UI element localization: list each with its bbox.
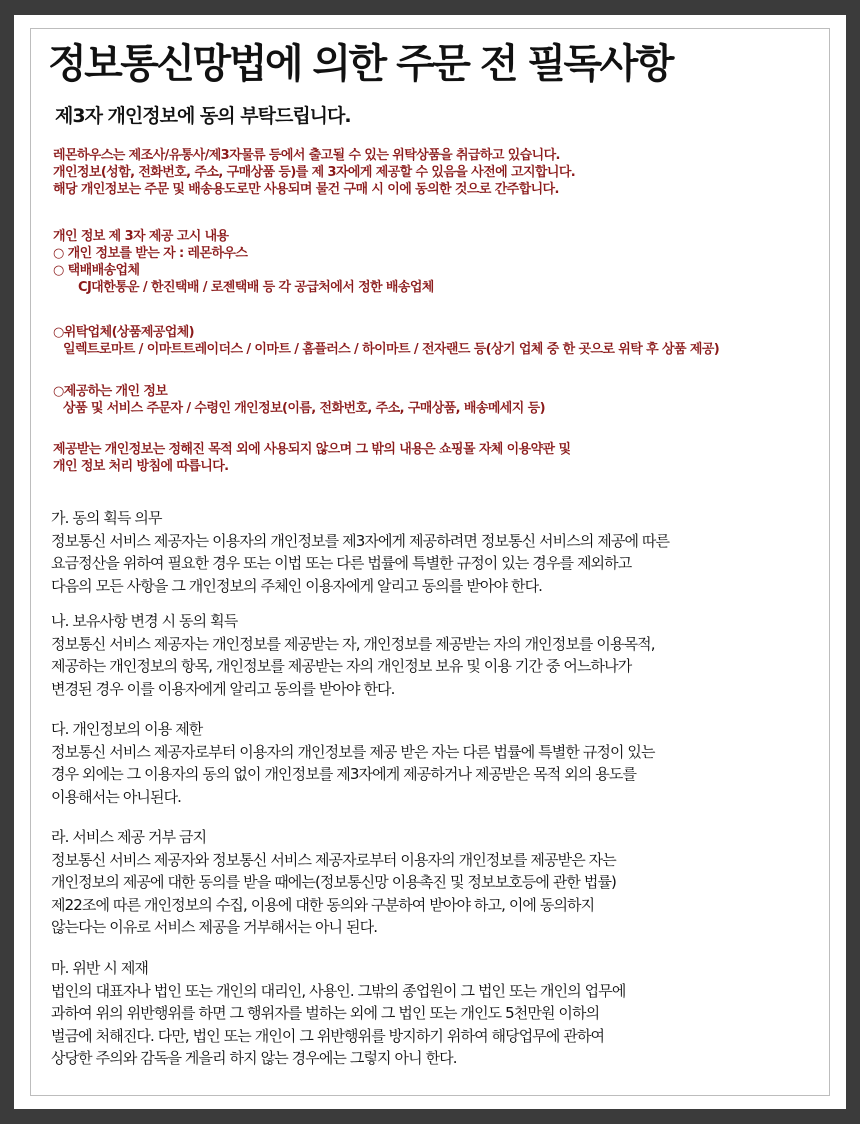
- notice-courier-detail: CJ대한통운 / 한진택배 / 로젠택배 등 각 공급처에서 정한 배송업체: [78, 280, 434, 295]
- section-line: 정보통신 서비스 제공자와 정보통신 서비스 제공자로부터 이용자의 개인정보를 제공받은 자는: [51, 850, 616, 869]
- section-usage-limit: [51, 718, 655, 808]
- section-line: 정보통신 서비스 제공자로부터 이용자의 개인정보를 제공 받은 자는 다른 법률에 특별한 규정이 있는: [51, 742, 655, 761]
- intro-line: 개인정보(성함, 전화번호, 주소, 구매상품 등)를 제 3자에게 제공할 수 있음을 사전에 고지합니다.: [53, 165, 576, 180]
- section-heading: 마. 위반 시 제재: [51, 959, 149, 977]
- intro-line: 해당 개인정보는 주문 및 배송용도로만 사용되며 물건 구매 시 이에 동의한 것으로 간주합니다.: [53, 182, 559, 197]
- provided-info-notice: [53, 383, 545, 417]
- section-refusal-ban: [51, 826, 616, 939]
- notice-heading: 개인 정보 제 3자 제공 고시 내용: [53, 229, 229, 244]
- section-line: 상당한 주의와 감독을 게을리 하지 않는 경우에는 그렇지 아니 한다.: [51, 1049, 457, 1068]
- section-line: 이용해서는 아니된다.: [51, 787, 182, 806]
- section-change-consent: [51, 610, 655, 700]
- section-line: 제공하는 개인정보의 항목, 개인정보를 제공받는 자의 개인정보 보유 및 이용 기간 중 어느하나가: [51, 657, 632, 676]
- section-consent-obligation: [51, 507, 669, 597]
- section-line: 벌금에 처해진다. 다만, 법인 또는 개인이 그 위반행위를 방지하기 위하여 해당업무에 관하여: [51, 1026, 605, 1045]
- section-line: 경우 외에는 그 이용자의 동의 없이 개인정보를 제3자에게 제공하거나 제공받은 목적 외의 용도를: [51, 765, 637, 784]
- section-line: 않는다는 이유로 서비스 제공을 거부해서는 아니 된다.: [51, 918, 378, 937]
- third-party-notice: [53, 228, 434, 296]
- section-line: 다음의 모든 사항을 그 개인정보의 주체인 이용자에게 알리고 동의를 받아야 한다.: [51, 576, 543, 595]
- closing-line: 제공받는 개인정보는 정해진 목적 외에 사용되지 않으며 그 밖의 내용은 쇼핑몰 자체 이용약관 및: [53, 442, 571, 457]
- section-line: 과하여 위의 위반행위를 하면 그 행위자를 벌하는 외에 그 법인 또는 개인도 5천만원 이하의: [51, 1004, 600, 1023]
- section-line: 정보통신 서비스 제공자는 개인정보를 제공받는 자, 개인정보를 제공받는 자의 개인정보를 이용목적,: [51, 634, 655, 653]
- section-line: 요금정산을 위하여 필요한 경우 또는 이법 또는 다른 법률에 특별한 규정이 있는 경우를 제외하고: [51, 554, 632, 573]
- section-penalty: [51, 957, 625, 1070]
- provided-info-detail: 상품 및 서비스 주문자 / 수령인 개인정보(이름, 전화번호, 주소, 구매상품, 배송메세지 등): [63, 401, 545, 416]
- intro-notice: [53, 147, 575, 198]
- page-title: 정보통신망법에 의한 주문 전 필독사항: [48, 41, 672, 87]
- section-heading: 나. 보유사항 변경 시 동의 획득: [51, 612, 238, 630]
- section-heading: 가. 동의 획득 의무: [51, 509, 162, 527]
- provided-info-heading: ○제공하는 개인 정보: [53, 384, 168, 399]
- page-subtitle: 제3자 개인정보에 동의 부탁드립니다.: [55, 105, 351, 127]
- section-line: 개인정보의 제공에 대한 동의를 받을 때에는(정보통신망 이용촉진 및 정보보호등에 관한 법률): [51, 873, 617, 892]
- section-line: 법인의 대표자나 법인 또는 개인의 대리인, 사용인. 그밖의 종업원이 그 법인 또는 개인의 업무에: [51, 981, 626, 1000]
- intro-line: 레몬하우스는 제조사/유통사/제3자물류 등에서 출고될 수 있는 위탁상품을 취급하고 있습니다.: [53, 148, 560, 163]
- section-line: 정보통신 서비스 제공자는 이용자의 개인정보를 제3자에게 제공하려면 정보통신 서비스의 제공에 따른: [51, 531, 670, 550]
- section-heading: 라. 서비스 제공 거부 금지: [51, 828, 207, 846]
- closing-notice: [53, 441, 570, 475]
- notice-courier-heading: ○ 택배배송업체: [53, 263, 140, 278]
- closing-line: 개인 정보 처리 방침에 따릅니다.: [53, 459, 229, 474]
- consignee-detail: 일렉트로마트 / 이마트트레이더스 / 이마트 / 홈플러스 / 하이마트 / 전자랜드 등(상기 업체 중 한 곳으로 위탁 후 상품 제공): [63, 342, 720, 357]
- consignee-notice: [53, 324, 719, 358]
- section-line: 제22조에 따른 개인정보의 수집, 이용에 대한 동의와 구분하여 받아야 하고, 이에 동의하지: [51, 895, 595, 914]
- section-line: 변경된 경우 이를 이용자에게 알리고 동의를 받아야 한다.: [51, 679, 395, 698]
- section-heading: 다. 개인정보의 이용 제한: [51, 720, 203, 738]
- consignee-heading: ○위탁업체(상품제공업체): [53, 325, 195, 340]
- notice-recipient: ○ 개인 정보를 받는 자 : 레몬하우스: [53, 246, 248, 261]
